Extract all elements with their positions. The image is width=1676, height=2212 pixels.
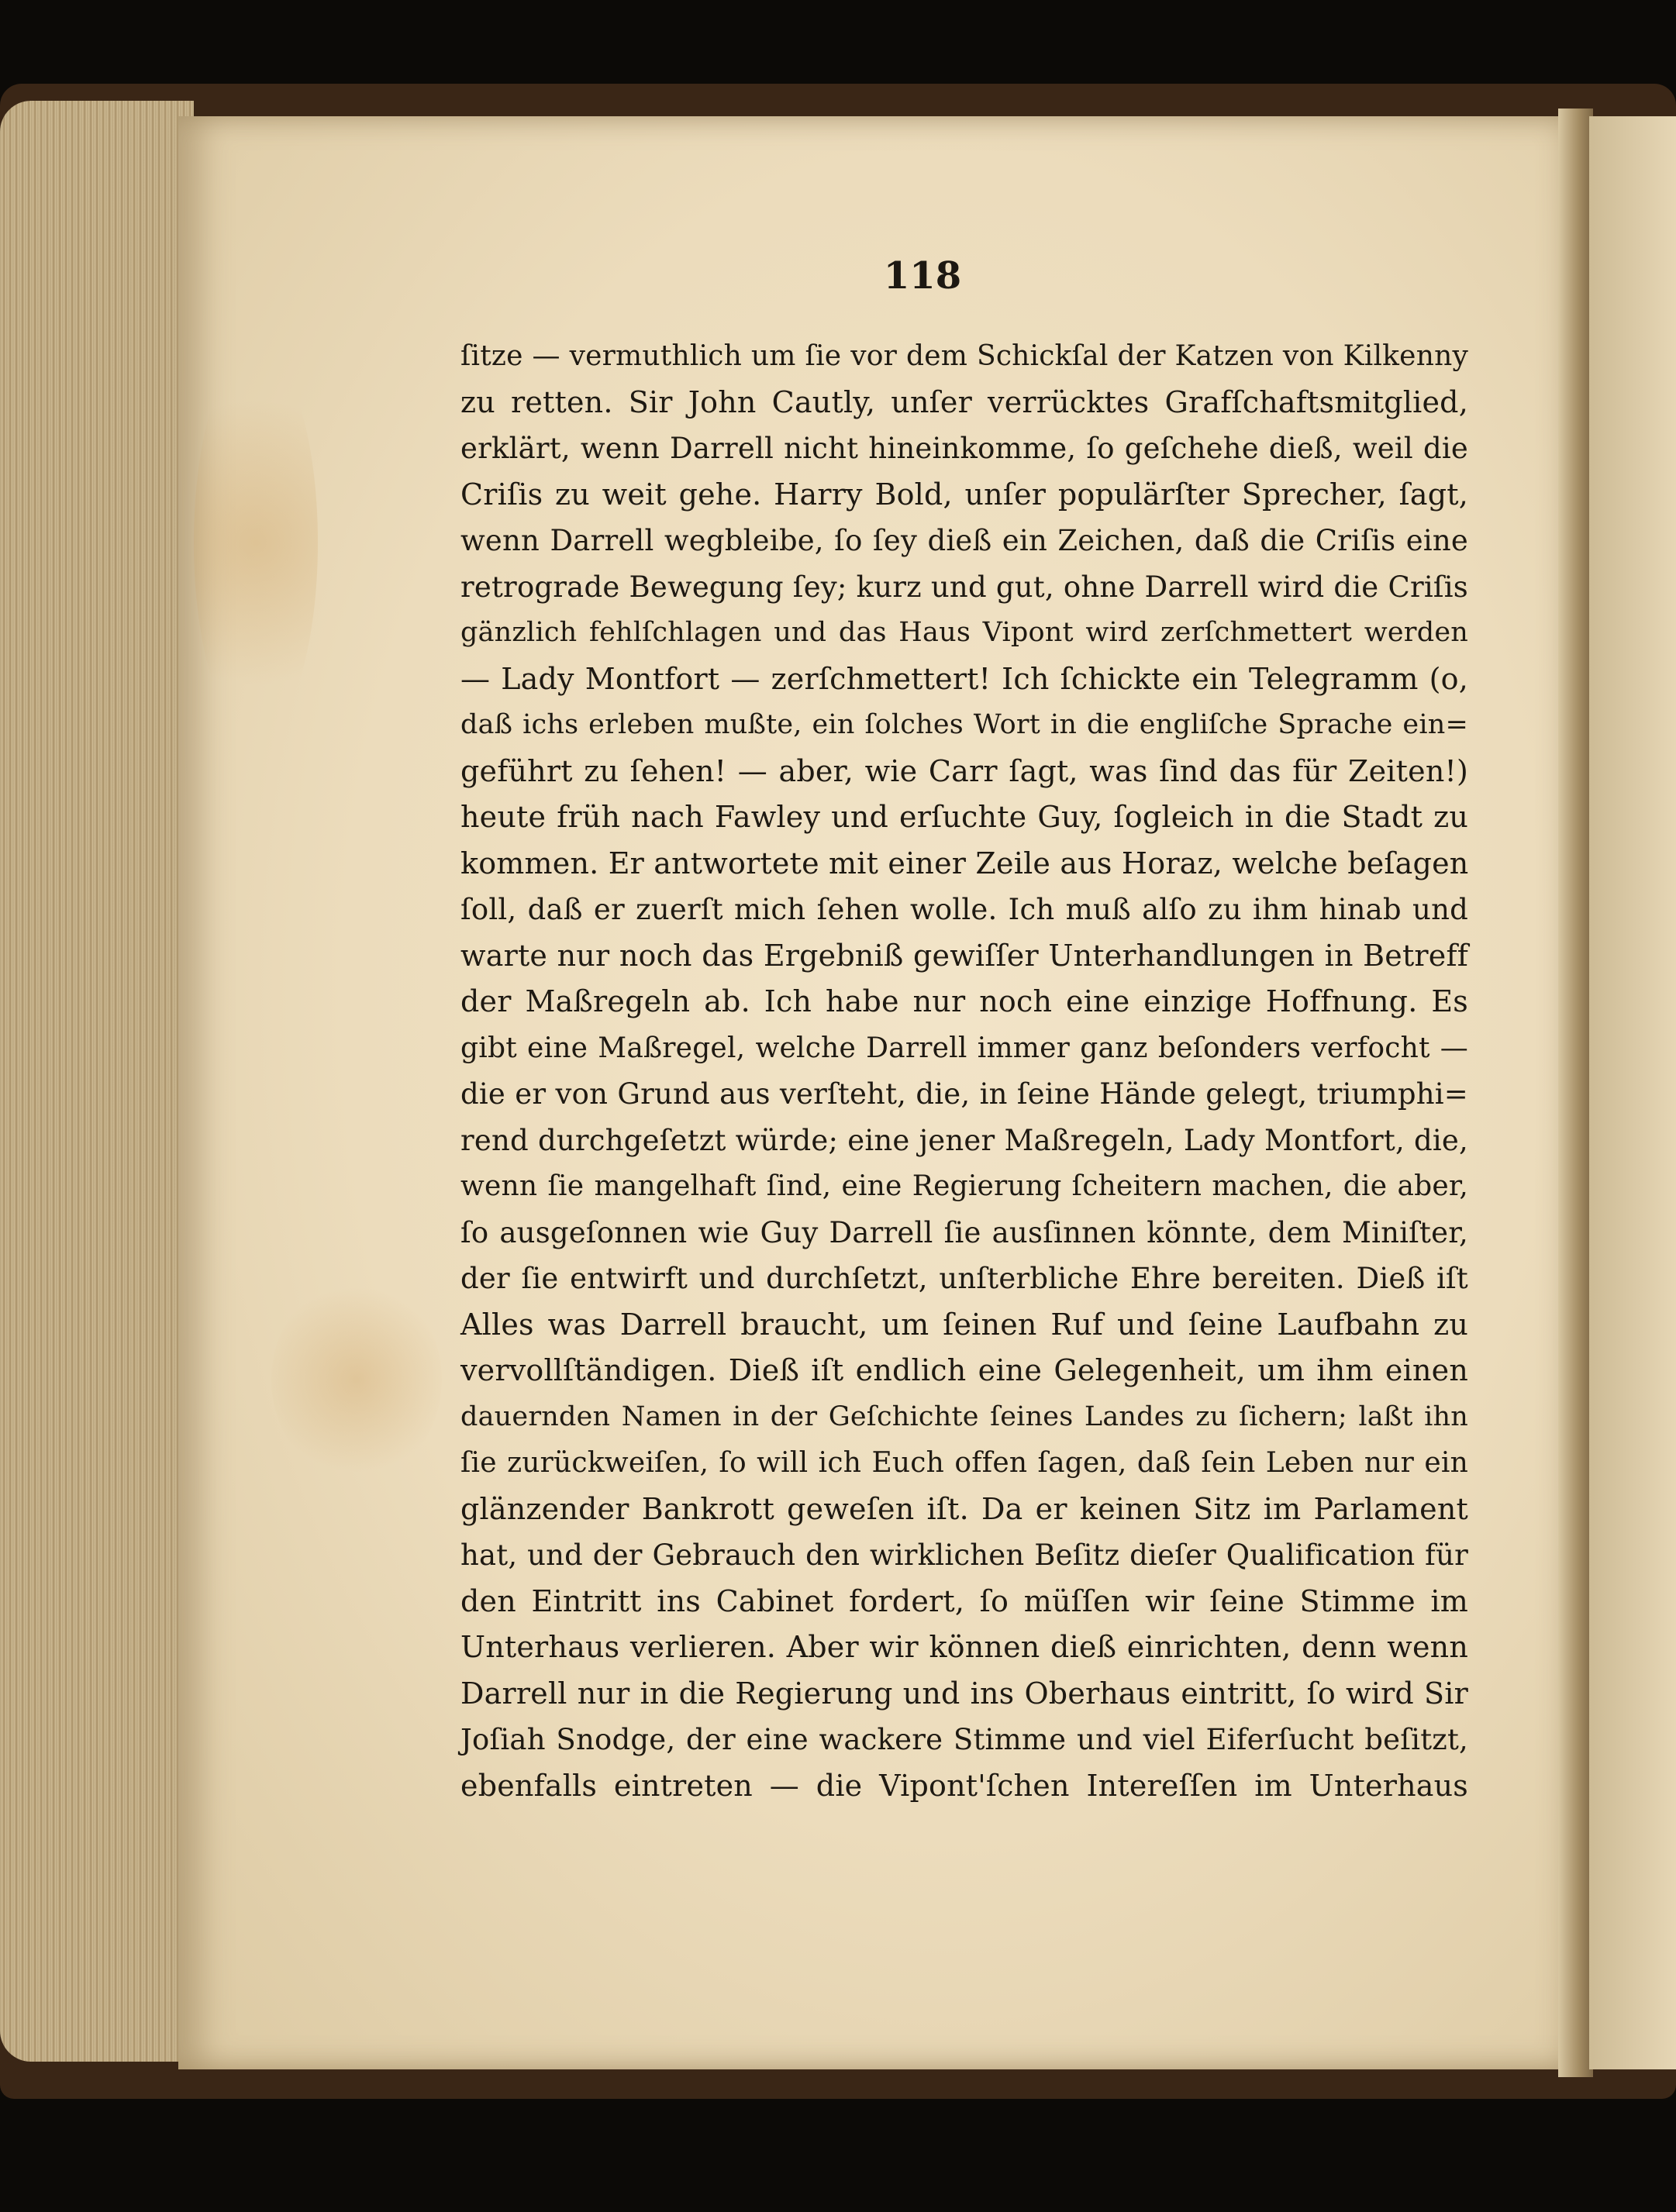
text-line: der Maßregeln ab. Ich habe nur noch eine einzige Hoffnung. Es [460, 984, 1468, 1018]
text-line: kommen. Er antwortete mit einer Zeile aus Horaz, welche beſagen [460, 846, 1469, 880]
text-line: Unterhaus verlieren. Aber wir können dieß einrichten, denn wenn [460, 1630, 1468, 1664]
text-line: ſoll, daß er zuerſt mich ſehen wolle. Ich muß alſo zu ihm hinab und [460, 893, 1468, 926]
text-line: erklärt, wenn Darrell nicht hineinkomme, ſo geſchehe dieß, weil die [460, 432, 1468, 465]
text-line: ſie zurückweiſen, ſo will ich Euch offen ſagen, daß ſein Leben nur ein [460, 1447, 1468, 1479]
text-line: gänzlich fehlſchlagen und das Haus Vipont wird zerſchmettert werden [460, 617, 1468, 648]
text-line: zu retten. Sir John Cautly, unſer verrücktes Grafſchaftsmitglied, [460, 384, 1468, 419]
page-number: 118 [883, 254, 962, 298]
text-line: hat, und der Gebrauch den wirklichen Beſitz dieſer Qualification für [460, 1538, 1468, 1572]
facing-page-edge [1589, 116, 1676, 2069]
text-line: gibt eine Maßregel, welche Darrell immer ganz beſonders verfocht — [460, 1032, 1468, 1064]
text-line: rend durchgeſetzt würde; eine jener Maßregeln, Lady Montfort, die, [460, 1123, 1468, 1157]
text-line: Darrell nur in die Regierung und ins Oberhaus eintritt, ſo wird Sir [460, 1676, 1468, 1711]
foxing-stain [271, 1279, 442, 1480]
text-line: ſo ausgeſonnen wie Guy Darrell ſie ausſinnen könnte, dem Miniſter, [460, 1215, 1468, 1249]
book-gutter [1558, 109, 1593, 2077]
text-line: glänzender Bankrott geweſen iſt. Da er keinen Sitz im Parlament [460, 1491, 1468, 1526]
text-line: ſitze — vermuthlich um ſie vor dem Schickſal der Katzen von Kilkenny [460, 340, 1468, 372]
body-text [460, 333, 1468, 1809]
text-line: wenn Darrell wegbleibe, ſo ſey dieß ein Zeichen, daß die Criſis eine [460, 524, 1468, 557]
text-line: geführt zu ſehen! — aber, wie Carr ſagt, was ſind das für Zeiten!) [460, 753, 1468, 788]
text-line: vervollſtändigen. Dieß iſt endlich eine Gelegenheit, um ihm einen [460, 1353, 1468, 1387]
text-line: ebenfalls eintreten — die Vipont'ſchen Intereſſen im Unterhaus [460, 1768, 1468, 1803]
text-line: — Lady Montfort — zerſchmettert! Ich ſchickte ein Telegramm (o, [460, 661, 1468, 696]
text-line: wenn ſie mangelhaft ſind, eine Regierung ſcheitern machen, die aber, [460, 1170, 1468, 1202]
text-line: der ſie entwirft und durchſetzt, unſterbliche Ehre bereiten. Dieß iſt [460, 1262, 1468, 1295]
foxing-stain [194, 349, 318, 736]
text-line: heute früh nach Fawley und erſuchte Guy, ſogleich in die Stadt zu [460, 800, 1468, 834]
text-line: daß ichs erleben mußte, ein ſolches Wort in die engliſche Sprache ein= [460, 709, 1468, 740]
text-line: die er von Grund aus verſteht, die, in ſeine Hände gelegt, triumphi= [460, 1077, 1468, 1111]
page-edges [0, 101, 194, 2062]
text-line: warte nur noch das Ergebniß gewiſſer Unterhandlungen in Betreff [460, 938, 1468, 973]
text-line: retrograde Bewegung ſey; kurz und gut, ohne Darrell wird die Criſis [460, 570, 1468, 604]
text-line: Alles was Darrell braucht, um ſeinen Ruf und ſeine Laufbahn zu [460, 1307, 1468, 1342]
text-line: Joſiah Snodge, der eine wackere Stimme und viel Eiferſucht beſitzt, [460, 1723, 1468, 1756]
text-line: den Eintritt ins Cabinet fordert, ſo müſſen wir ſeine Stimme im [460, 1583, 1468, 1618]
text-line: dauernden Namen in der Geſchichte ſeines Landes zu ſichern; laßt ihn [460, 1401, 1468, 1432]
text-line: Criſis zu weit gehe. Harry Bold, unſer populärſter Sprecher, ſagt, [460, 477, 1468, 512]
